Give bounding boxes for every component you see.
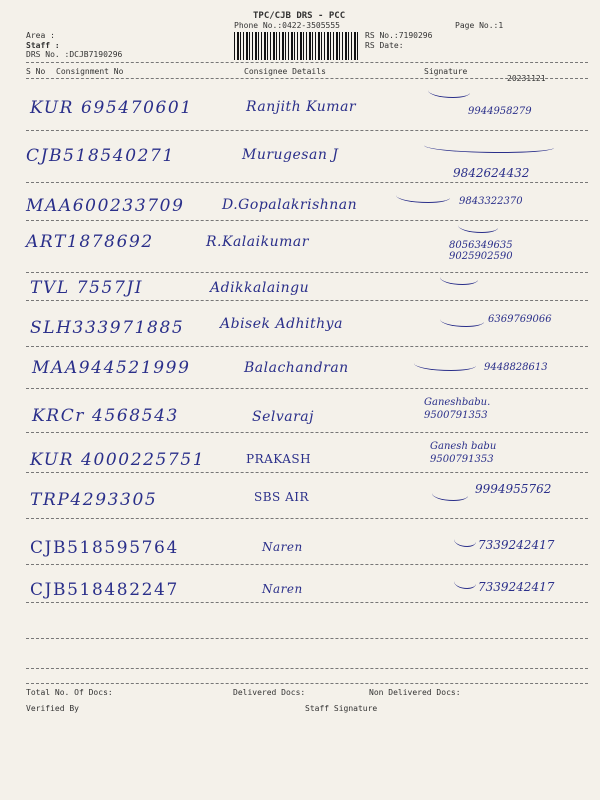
signature-phone: 9944958279: [468, 106, 532, 117]
signature-mark: [454, 534, 476, 547]
signature-mark: [454, 576, 476, 589]
staff-label: Staff :: [26, 41, 60, 50]
signature-mark: [440, 272, 478, 285]
row-rule: [26, 518, 588, 519]
column-rule: [26, 78, 588, 79]
consignee-name: Naren: [262, 540, 303, 554]
signature-phone: 6369769066: [488, 314, 552, 325]
row-rule: [26, 272, 588, 273]
signature-phone: 9448828613: [484, 362, 548, 373]
consignment-number: KRCr 4568543: [32, 406, 179, 426]
row-rule: [26, 300, 588, 301]
row-rule: [26, 564, 588, 565]
consignee-name: Naren: [262, 582, 303, 596]
consignee-name: PRAKASH: [246, 452, 312, 466]
staff-signature: Staff Signature: [305, 704, 378, 713]
row-rule: [26, 602, 588, 603]
barcode: [234, 32, 358, 60]
consignment-number: KUR 4000225751: [30, 450, 206, 470]
row-rule: [26, 182, 588, 183]
phone-number: Phone No.:0422-3505555: [234, 21, 340, 30]
col-consignee: Consignee Details: [244, 67, 326, 76]
signature-mark: [458, 220, 498, 233]
signature-phone: 7339242417: [478, 538, 555, 552]
col-sno: S No: [26, 67, 46, 76]
consignment-number: TVL 7557JI: [30, 278, 144, 298]
consignment-number: TRP4293305: [30, 490, 158, 510]
consignment-number: KUR 695470601: [30, 98, 193, 118]
signature-mark: [428, 85, 470, 98]
row-rule: [26, 130, 588, 131]
consignee-name: Murugesan J: [242, 147, 339, 163]
signature-phone: 9843322370: [459, 196, 523, 207]
consignment-number: MAA600233709: [26, 196, 185, 216]
consignee-name: Selvaraj: [252, 409, 314, 425]
sheet-title: TPC/CJB DRS - PCC: [253, 11, 346, 21]
signature-mark: [424, 140, 554, 153]
date-stamp: 20231121: [507, 74, 546, 83]
signature-phone: 7339242417: [478, 580, 555, 594]
rs-number: RS No.:7190296: [365, 31, 433, 40]
signature-phone: Ganesh babu 9500791353: [430, 441, 497, 465]
col-signature: Signature: [424, 67, 468, 76]
delivered-docs: Delivered Docs:: [233, 688, 306, 697]
consignment-number: CJB518540271: [26, 146, 175, 166]
consignee-name: Abisek Adhithya: [220, 316, 343, 332]
signature-mark: [440, 314, 484, 327]
consignee-name: Balachandran: [244, 360, 349, 376]
row-rule: [26, 668, 588, 669]
consignee-name: D.Gopalakrishnan: [222, 197, 358, 213]
consignee-name: Adikkalaingu: [210, 280, 310, 296]
consignment-number: ART1878692: [26, 232, 154, 252]
row-rule: [26, 432, 588, 433]
row-rule: [26, 388, 588, 389]
signature-mark: [414, 358, 476, 371]
row-rule: [26, 220, 588, 221]
verified-by: Verified By: [26, 704, 79, 713]
header-rule: [26, 62, 588, 63]
page-number: Page No.:1: [455, 21, 504, 30]
signature-phone: Ganeshbabu. 9500791353: [424, 397, 491, 421]
area-label: Area :: [26, 31, 55, 40]
signature-mark: [396, 190, 450, 203]
consignment-number: CJB518595764: [30, 538, 179, 558]
consignee-name: R.Kalaikumar: [206, 234, 309, 250]
signature-mark: [432, 488, 468, 501]
signature-phone: 9842624432: [453, 166, 530, 180]
total-docs: Total No. Of Docs:: [26, 688, 113, 697]
consignment-number: MAA944521999: [32, 358, 191, 378]
consignee-name: Ranjith Kumar: [246, 99, 357, 115]
row-rule: [26, 346, 588, 347]
consignment-number: SLH333971885: [30, 318, 185, 338]
signature-phone: 8056349635 9025902590: [449, 240, 513, 262]
consignee-name: SBS AIR: [254, 490, 310, 504]
col-consignment: Consignment No: [56, 67, 124, 76]
drs-number: DRS No. :DCJB7190296: [26, 50, 123, 59]
signature-phone: 9994955762: [475, 482, 552, 496]
row-rule: [26, 638, 588, 639]
consignment-number: CJB518482247: [30, 580, 179, 600]
footer-rule: [26, 683, 588, 684]
row-rule: [26, 472, 588, 473]
rs-date: RS Date:: [365, 41, 404, 50]
non-delivered-docs: Non Delivered Docs:: [369, 688, 461, 697]
